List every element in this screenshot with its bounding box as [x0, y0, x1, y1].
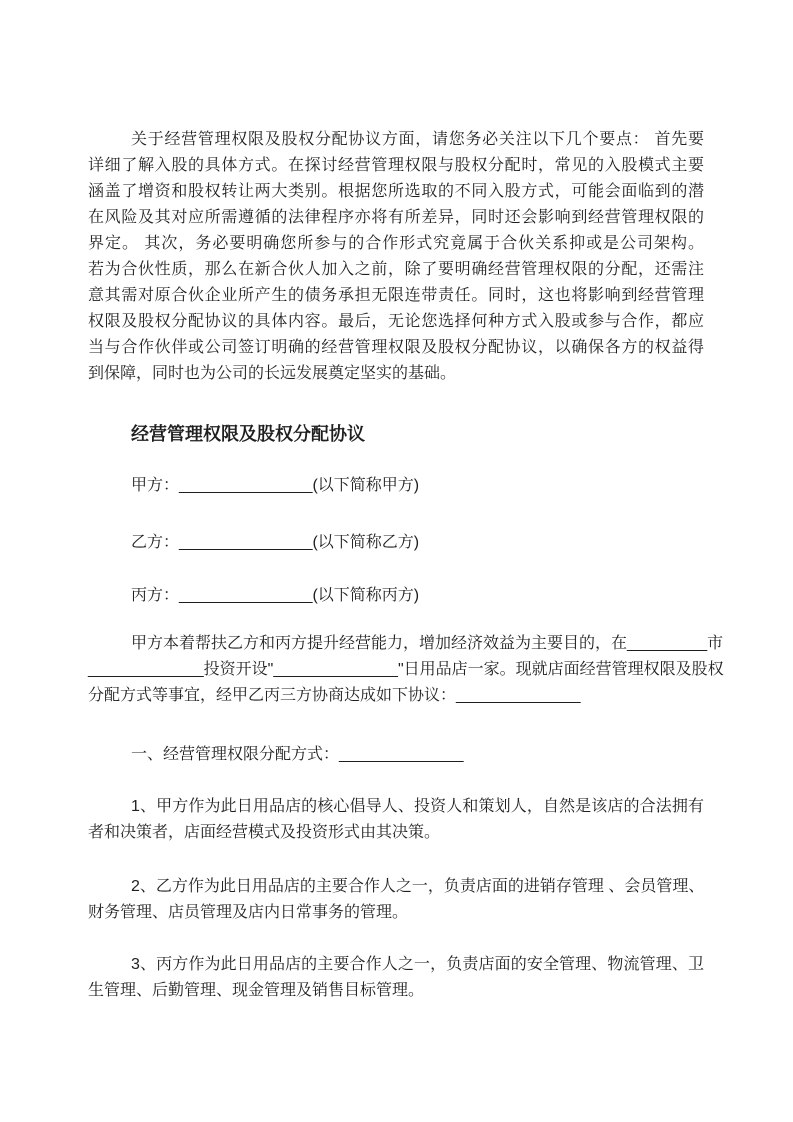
intro-line: 界定。 其次，务必要明确您所参与的合作形式究竟属于合伙关系抑或是公司架构。	[88, 235, 704, 252]
clause-2	[88, 874, 704, 926]
intro-line: 当与合作伙伴或公司签订明确的经营管理权限及股权分配协议，以确保各方的权益得	[88, 339, 704, 356]
document-content	[88, 127, 724, 1004]
purpose-line: 分配方式等事宜，经甲乙丙三方协商达成如下协议：______________	[88, 687, 581, 704]
clause-line: 生管理、后勤管理、现金管理及销售目标管理。	[88, 982, 425, 999]
intro-line: 到保障，同时也为公司的长远发展奠定坚实的基础。	[88, 365, 457, 382]
intro-line: 若为合伙性质，那么在新合伙人加入之前，除了要明确经营管理权限的分配，还需注	[88, 261, 704, 278]
clause-line: 2、乙方作为此日用品店的主要合作人之一，负责店面的进销存管理 、会员管理、	[131, 878, 705, 895]
party-line-bing: 丙方：_______________(以下简称丙方)	[131, 587, 420, 604]
intro-line: 权限及股权分配协议的具体内容。最后，无论您选择何种方式入股或参与合作，都应	[88, 313, 704, 330]
intro-line: 在风险及其对应所需遵循的法律程序亦将有所差异，同时还会影响到经营管理权限的	[88, 209, 704, 226]
party-line-jia: 甲方：_______________(以下简称甲方)	[131, 477, 420, 494]
clause-line: 3、丙方作为此日用品店的主要合作人之一，负责店面的安全管理、物流管理、卫	[131, 956, 704, 973]
intro-line: 详细了解入股的具体方式。在探讨经营管理权限与股权分配时，常见的入股模式主要	[88, 157, 704, 174]
intro-line: 涵盖了增资和股权转让两大类别。根据您所选取的不同入股方式，可能会面临到的潜	[88, 183, 704, 200]
purpose-line: 甲方本着帮扶乙方和丙方提升经营能力，增加经济效益为主要目的，在_________市	[131, 635, 724, 652]
clause-line: 者和决策者，店面经营模式及投资形式由其决策。	[88, 824, 441, 841]
document-title: 经营管理权限及股权分配协议	[131, 424, 365, 444]
clause-1	[88, 794, 704, 846]
party-line-yi: 乙方：_______________(以下简称乙方)	[131, 534, 420, 551]
intro-line: 关于经营管理权限及股权分配协议方面，请您务必关注以下几个要点： 首先要	[131, 131, 704, 148]
intro-line: 意其需对原合伙企业所产生的债务承担无限连带责任。同时，这也将影响到经营管理	[88, 287, 704, 304]
purpose-paragraph	[88, 631, 724, 709]
clause-line: 1、甲方作为此日用品店的核心倡导人、投资人和策划人，自然是该店的合法拥有	[131, 798, 704, 815]
intro-paragraph	[88, 127, 704, 387]
clause-3	[88, 952, 704, 1004]
section-one-heading: 一、经营管理权限分配方式：______________	[131, 746, 464, 763]
clause-line: 财务管理、店员管理及店内日常事务的管理。	[88, 904, 409, 921]
purpose-line: _____________投资开设"______________"日用品店一家。现就店面经营管理权限及股权	[88, 661, 724, 678]
